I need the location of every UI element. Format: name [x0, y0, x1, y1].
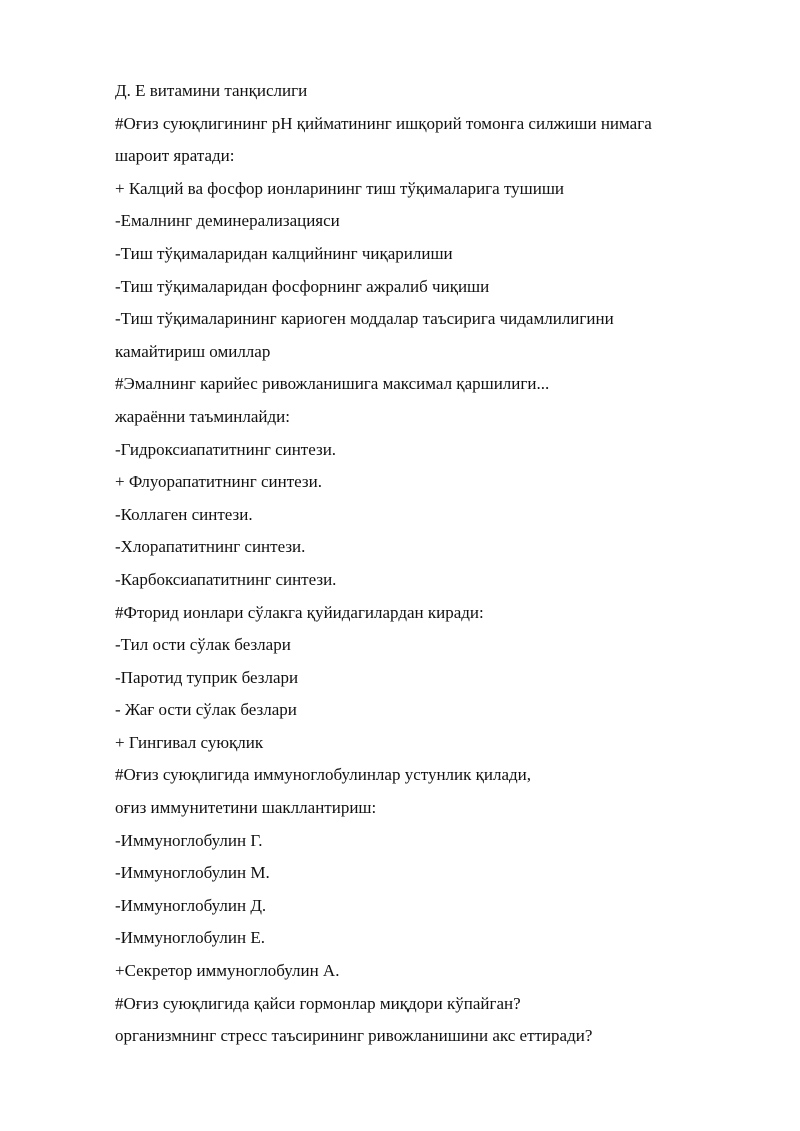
answer-option-line: -Иммуноглобулин М. — [115, 863, 270, 883]
answer-option-line: -Тиш тўқималарининг кариоген моддалар таъсирига чидамлилигини — [115, 309, 614, 329]
question-line: жараённи таъминлайди: — [115, 406, 290, 426]
correct-answer-line: +Секретор иммуноглобулин А. — [115, 961, 340, 981]
question-line: организмнинг стресс таъсирининг ривожланишини акс еттиради? — [115, 1026, 593, 1046]
question-line: #Эмалнинг карийес ривожланишига максимал қаршилиги... — [115, 374, 550, 394]
document-text — [115, 75, 735, 1053]
answer-option-line: камайтириш омиллар — [115, 341, 271, 361]
answer-option-line: -Хлорапатитнинг синтези. — [115, 537, 306, 557]
answer-option-line: -Иммуноглобулин Г. — [115, 830, 263, 850]
answer-option-line: - Жағ ости сўлак безлари — [115, 700, 297, 720]
answer-option-line: -Емалнинг деминерализацияси — [115, 211, 340, 231]
answer-option-line: -Карбоксиапатитнинг синтези. — [115, 569, 337, 589]
text-line: Д. Е витамини танқислиги — [115, 81, 308, 100]
answer-option-line: -Иммуноглобулин Е. — [115, 928, 265, 948]
answer-option-line: -Паротид туприк безлари — [115, 667, 299, 687]
question-line: шароит яратади: — [115, 146, 235, 166]
answer-option-line: -Гидроксиапатитнинг синтези. — [115, 439, 337, 459]
question-line: #Фторид ионлари сўлакга қуйидагилардан киради: — [115, 602, 484, 622]
question-line: #Оғиз суюқлигида қайси гормонлар миқдори кўпайган? — [115, 993, 521, 1013]
answer-option-line: -Иммуноглобулин Д. — [115, 895, 267, 915]
question-line: #Оғиз суюқлигининг pH қийматининг ишқорий томонга силжиши нимага — [115, 113, 652, 133]
correct-answer-line: + Флуорапатитнинг синтези. — [115, 472, 322, 492]
question-line: #Оғиз суюқлигида иммуноглобулинлар устунлик қилади, — [115, 765, 532, 785]
correct-answer-line: + Калций ва фосфор ионларининг тиш тўқималарига тушиши — [115, 178, 565, 198]
question-line: оғиз иммунитетини шакллантириш: — [115, 798, 377, 818]
answer-option-line: -Тил ости сўлак безлари — [115, 635, 291, 655]
correct-answer-line: + Гингивал суюқлик — [115, 732, 264, 752]
answer-option-line: -Тиш тўқималаридан фосфорнинг ажралиб чиқиши — [115, 276, 490, 296]
answer-option-line: -Тиш тўқималаридан калцийнинг чиқарилиши — [115, 243, 453, 263]
answer-option-line: -Коллаген синтези. — [115, 504, 253, 524]
